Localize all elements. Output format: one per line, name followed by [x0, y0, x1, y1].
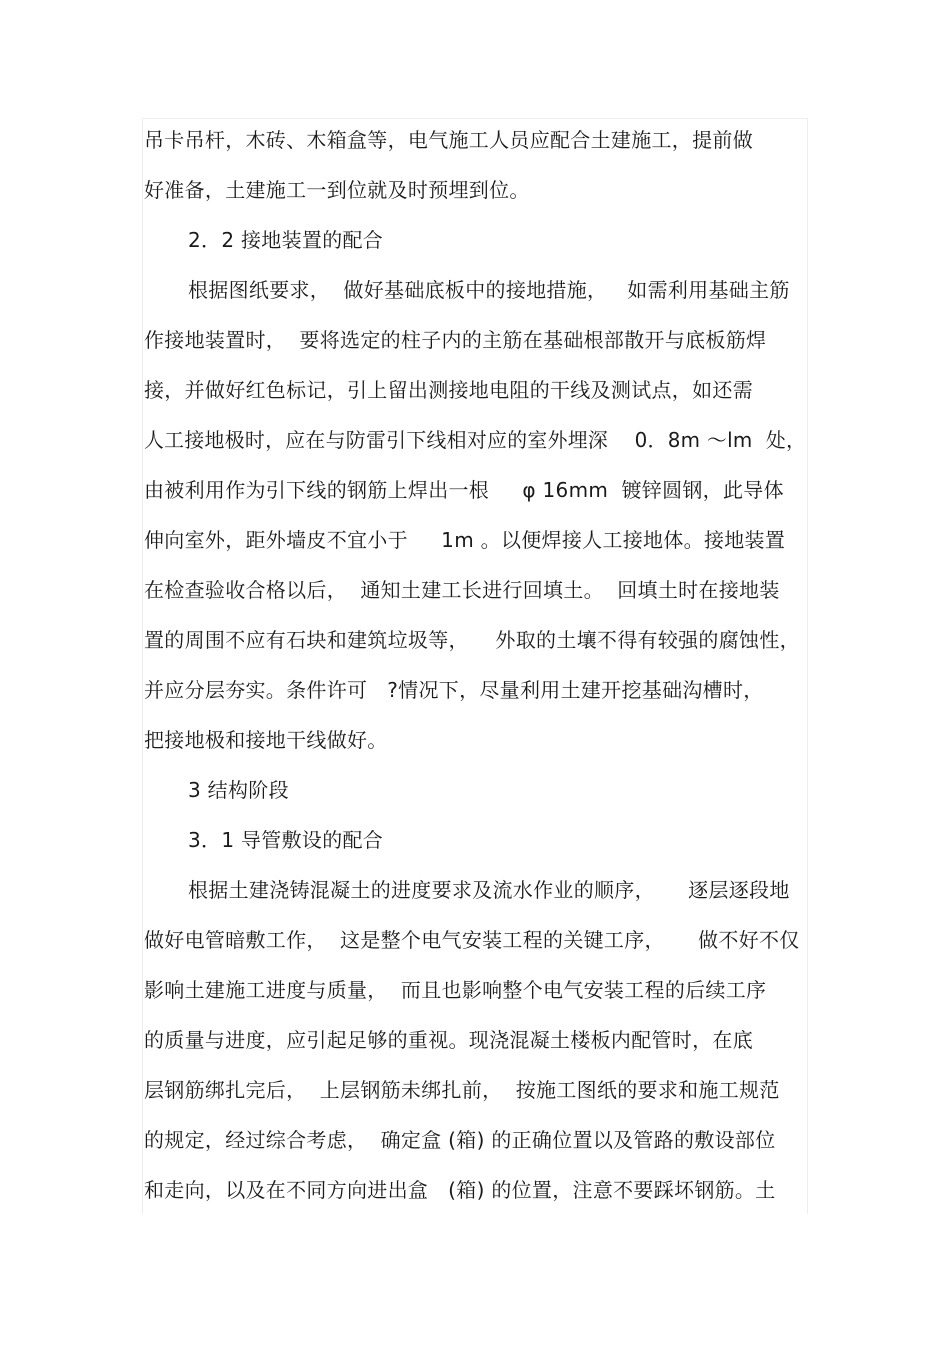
text-line: 并应分层夯实。条件许可 ?情况下，尽量利用土建开挖基础沟槽时，	[144, 678, 764, 702]
text-line: 根据图纸要求， 做好基础底板中的接地措施， 如需利用基础主筋	[188, 278, 790, 302]
text-line: 的质量与进度，应引起足够的重视。现浇混凝土楼板内配管时，在底	[144, 1028, 753, 1052]
text-line: 伸向室外，距外墙皮不宜小于 1m 。以便焊接人工接地体。接地装置	[144, 528, 786, 552]
text-line: 接，并做好红色标记，引上留出测接地电阻的干线及测试点，如还需	[144, 378, 753, 402]
text-line: 影响土建施工进度与质量， 而且也影响整个电气安装工程的后续工序	[144, 978, 767, 1002]
text-line: 吊卡吊杆，木砖、木箱盒等，电气施工人员应配合土建施工，提前做	[144, 128, 753, 152]
text-line: 的规定，经过综合考虑， 确定盒 (箱) 的正确位置以及管路的敷设部位	[144, 1128, 776, 1152]
text-line: 在检查验收合格以后， 通知土建工长进行回填土。 回填土时在接地装	[144, 578, 780, 602]
section-heading: 3 结构阶段	[188, 778, 289, 802]
text-line: 人工接地极时，应在与防雷引下线相对应的室外埋深 0．8m ～lm 处，	[144, 428, 807, 452]
text-line: 把接地极和接地干线做好。	[144, 728, 388, 752]
text-line: 好准备，土建施工一到位就及时预埋到位。	[144, 178, 530, 202]
section-heading: 3．1 导管敷设的配合	[188, 828, 384, 852]
section-heading: 2．2 接地装置的配合	[188, 228, 384, 252]
text-line: 由被利用作为引下线的钢筋上焊出一根 φ 16mm 镀锌圆钢，此导体	[144, 478, 784, 502]
text-line: 层钢筋绑扎完后， 上层钢筋未绑扎前， 按施工图纸的要求和施工规范	[144, 1078, 780, 1102]
text-line: 做好电管暗敷工作， 这是整个电气安装工程的关键工序， 做不好不仅	[144, 928, 800, 952]
text-line: 作接地装置时， 要将选定的柱子内的主筋在基础根部散开与底板筋焊	[144, 328, 767, 352]
text-line: 置的周围不应有石块和建筑垃圾等， 外取的土壤不得有较强的腐蚀性，	[144, 628, 800, 652]
text-line: 和走向，以及在不同方向进出盒 (箱) 的位置，注意不要踩坏钢筋。土	[144, 1178, 776, 1202]
text-line: 根据土建浇铸混凝土的进度要求及流水作业的顺序， 逐层逐段地	[188, 878, 790, 902]
